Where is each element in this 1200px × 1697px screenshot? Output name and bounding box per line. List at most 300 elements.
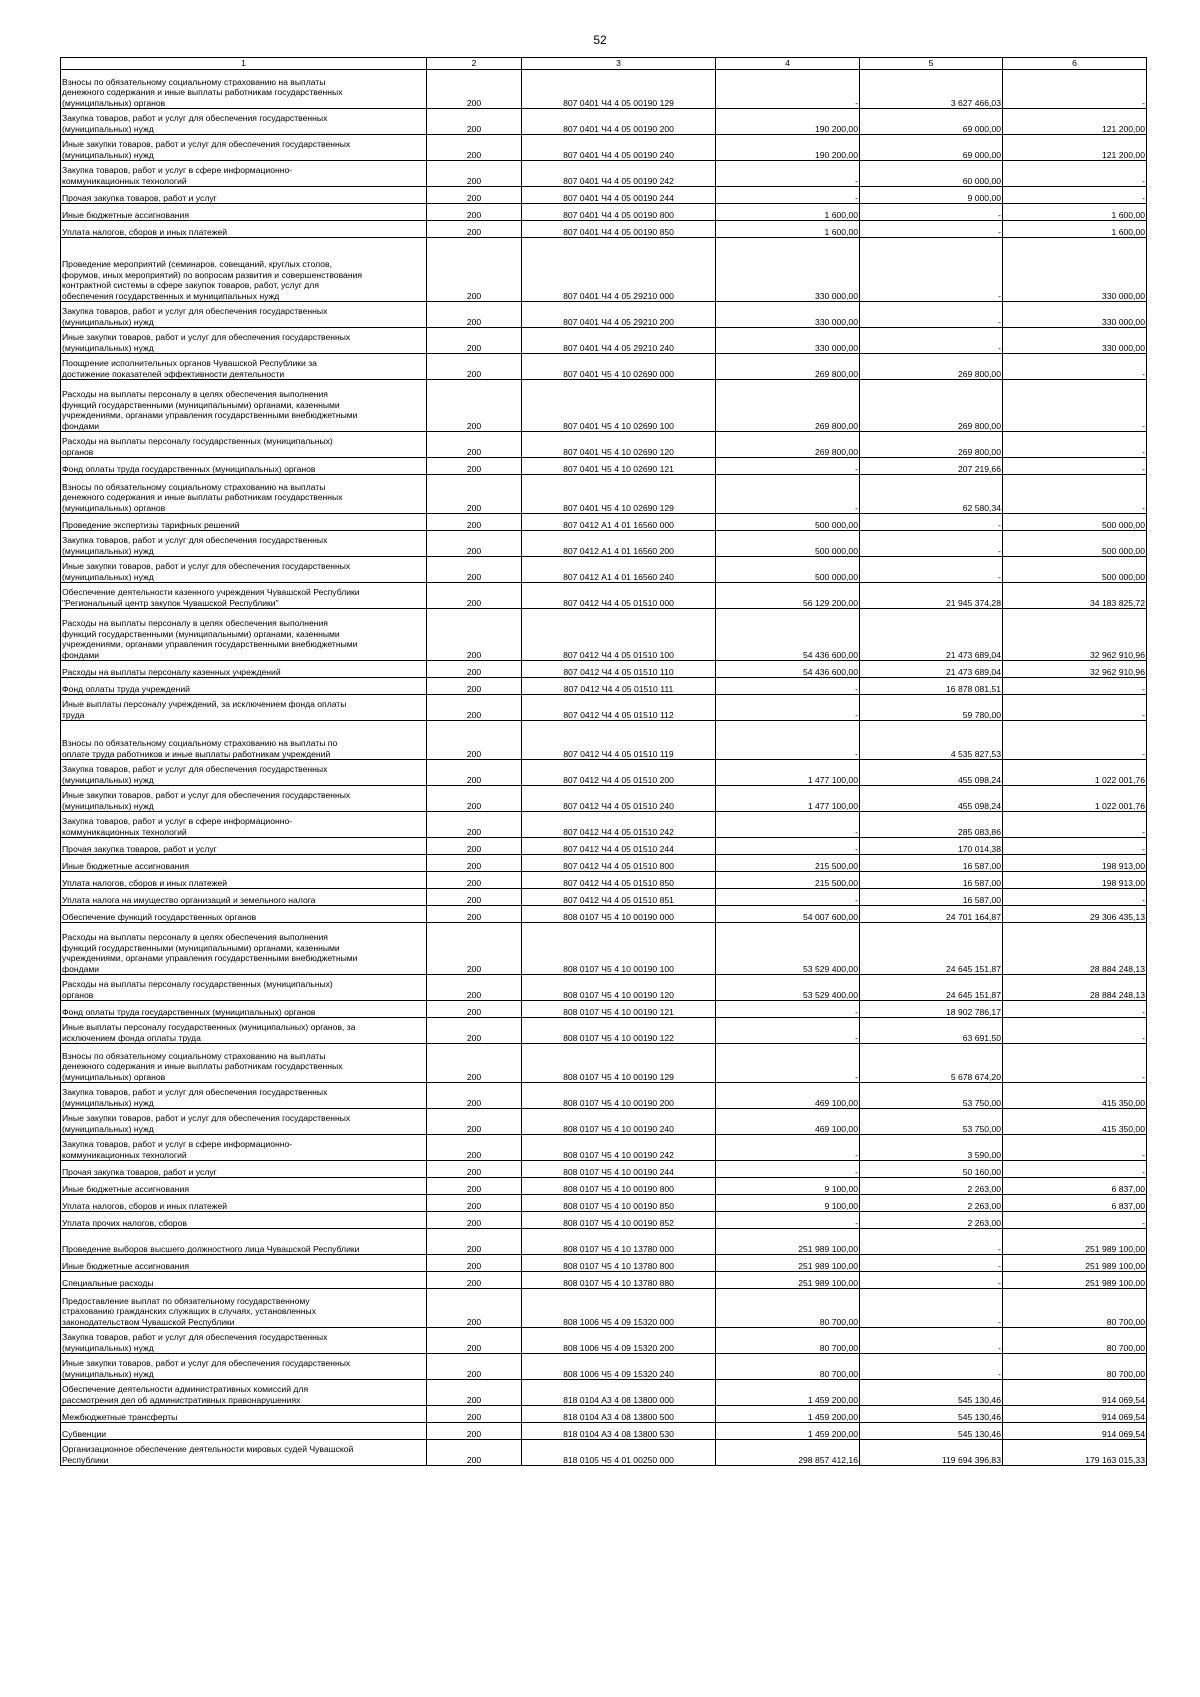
row-code: 200 [427,1161,522,1178]
row-classification-code: 807 0401 Ч4 4 05 00190 129 [522,70,716,109]
table-row [61,380,1147,432]
row-value-col4: - [716,695,860,721]
row-value-col6: 1 600,00 [1003,221,1147,238]
row-classification-code: 807 0401 Ч4 4 05 00190 244 [522,187,716,204]
row-name: Расходы на выплаты персоналу в целях обеспечения выполнения функций государственными (муниципальными) органами, казенными учреждениями, органами управления государственными внебюджетными фондами [61,923,427,975]
row-classification-code: 818 0104 А3 4 08 13800 500 [522,1406,716,1423]
row-code: 200 [427,432,522,458]
row-name: Взносы по обязательному социальному страхованию на выплаты денежного содержания и иные выплаты работникам государственных (муниципальных) органов [61,70,427,109]
row-value-col6: - [1003,721,1147,760]
row-value-col5: 119 694 396,83 [860,1440,1003,1466]
column-header: 2 [427,58,522,70]
row-code: 200 [427,1289,522,1328]
row-classification-code: 808 0107 Ч5 4 10 13780 000 [522,1229,716,1255]
row-value-col6: 914 069,54 [1003,1380,1147,1406]
row-value-col6: 29 306 435,13 [1003,906,1147,923]
row-code: 200 [427,889,522,906]
row-value-col5: 5 678 674,20 [860,1044,1003,1083]
row-code: 200 [427,109,522,135]
table-body [61,70,1147,1466]
row-classification-code: 808 1006 Ч5 4 09 15320 200 [522,1328,716,1354]
table-row [61,1380,1147,1406]
row-code: 200 [427,70,522,109]
row-value-col4: - [716,1044,860,1083]
row-name: Обеспечение деятельности казенного учреждения Чувашской Республики "Региональный центр закупок Чувашской Республики" [61,583,427,609]
row-value-col5: 16 587,00 [860,855,1003,872]
row-value-col4: 56 129 200,00 [716,583,860,609]
row-code: 200 [427,1440,522,1466]
row-name: Иные бюджетные ассигнования [61,204,427,221]
column-header: 3 [522,58,716,70]
row-code: 200 [427,204,522,221]
row-name: Уплата налогов, сборов и иных платежей [61,221,427,238]
table-row [61,906,1147,923]
row-classification-code: 807 0412 Ч4 4 05 01510 000 [522,583,716,609]
row-value-col6: 500 000,00 [1003,514,1147,531]
row-value-col4: 53 529 400,00 [716,975,860,1001]
row-name: Фонд оплаты труда государственных (муниципальных) органов [61,1001,427,1018]
row-value-col6: 198 913,00 [1003,855,1147,872]
row-name: Фонд оплаты труда учреждений [61,678,427,695]
row-value-col6: 1 022 001,76 [1003,786,1147,812]
row-classification-code: 807 0401 Ч4 4 05 00190 850 [522,221,716,238]
row-value-col6: 415 350,00 [1003,1109,1147,1135]
row-name: Закупка товаров, работ и услуг для обеспечения государственных (муниципальных) нужд [61,302,427,328]
row-value-col6: - [1003,458,1147,475]
row-value-col4: 9 100,00 [716,1195,860,1212]
row-name: Уплата налога на имущество организаций и земельного налога [61,889,427,906]
row-value-col5: - [860,514,1003,531]
row-name: Закупка товаров, работ и услуг для обеспечения государственных (муниципальных) нужд [61,1083,427,1109]
table-row [61,1229,1147,1255]
row-code: 200 [427,760,522,786]
table-row [61,1440,1147,1466]
row-value-col5: 50 160,00 [860,1161,1003,1178]
row-classification-code: 808 1006 Ч5 4 09 15320 240 [522,1354,716,1380]
row-value-col4: 251 989 100,00 [716,1255,860,1272]
row-value-col4: - [716,812,860,838]
row-value-col6: 914 069,54 [1003,1406,1147,1423]
row-value-col5: 63 691,50 [860,1018,1003,1044]
row-name: Иные закупки товаров, работ и услуг для обеспечения государственных (муниципальных) нужд [61,557,427,583]
row-value-col5: 69 000,00 [860,135,1003,161]
row-value-col6: - [1003,812,1147,838]
row-value-col4: 1 477 100,00 [716,786,860,812]
row-code: 200 [427,187,522,204]
row-code: 200 [427,1109,522,1135]
row-value-col6: - [1003,1135,1147,1161]
row-value-col5: 16 587,00 [860,889,1003,906]
row-value-col4: - [716,889,860,906]
row-code: 200 [427,238,522,302]
table-row [61,661,1147,678]
row-value-col6: 80 700,00 [1003,1289,1147,1328]
table-row [61,458,1147,475]
row-name: Предоставление выплат по обязательному государственному страхованию гражданских служащих в случаях, установленных законодательством Чувашской Республики [61,1289,427,1328]
row-classification-code: 808 0107 Ч5 4 10 00190 129 [522,1044,716,1083]
row-value-col5: 285 083,86 [860,812,1003,838]
row-code: 200 [427,872,522,889]
row-value-col5: 60 000,00 [860,161,1003,187]
row-classification-code: 808 0107 Ч5 4 10 00190 121 [522,1001,716,1018]
row-code: 200 [427,855,522,872]
table-row [61,1212,1147,1229]
row-code: 200 [427,1135,522,1161]
row-value-col6: 1 600,00 [1003,204,1147,221]
table-row [61,1328,1147,1354]
table-row [61,1195,1147,1212]
row-value-col4: - [716,1135,860,1161]
row-classification-code: 808 0107 Ч5 4 10 00190 000 [522,906,716,923]
table-row [61,1406,1147,1423]
row-classification-code: 807 0401 Ч4 4 05 00190 800 [522,204,716,221]
row-value-col6: 330 000,00 [1003,238,1147,302]
row-value-col4: 251 989 100,00 [716,1272,860,1289]
row-code: 200 [427,161,522,187]
row-classification-code: 818 0105 Ч5 4 01 00250 000 [522,1440,716,1466]
row-value-col4: - [716,1212,860,1229]
row-value-col4: 469 100,00 [716,1109,860,1135]
row-name: Закупка товаров, работ и услуг в сфере информационно- коммуникационных технологий [61,161,427,187]
row-value-col6: 198 913,00 [1003,872,1147,889]
table-row [61,923,1147,975]
table-row [61,838,1147,855]
row-value-col4: 330 000,00 [716,238,860,302]
row-classification-code: 807 0401 Ч5 4 10 02690 000 [522,354,716,380]
row-value-col6: - [1003,354,1147,380]
row-name: Иные закупки товаров, работ и услуг для обеспечения государственных (муниципальных) нужд [61,786,427,812]
table-row [61,1044,1147,1083]
row-value-col5: - [860,204,1003,221]
row-classification-code: 807 0401 Ч5 4 10 02690 129 [522,475,716,514]
column-header: 6 [1003,58,1147,70]
row-value-col5: 2 263,00 [860,1195,1003,1212]
row-value-col5: 21 945 374,28 [860,583,1003,609]
row-value-col6: - [1003,187,1147,204]
row-code: 200 [427,1001,522,1018]
row-value-col4: 1 459 200,00 [716,1406,860,1423]
row-code: 200 [427,328,522,354]
row-value-col6: 121 200,00 [1003,109,1147,135]
row-value-col4: 500 000,00 [716,557,860,583]
row-name: Взносы по обязательному социальному страхованию на выплаты денежного содержания и иные выплаты работникам государственных (муниципальных) органов [61,1044,427,1083]
table-row [61,187,1147,204]
row-name: Расходы на выплаты персоналу государственных (муниципальных) органов [61,975,427,1001]
row-value-col4: 500 000,00 [716,514,860,531]
row-code: 200 [427,1195,522,1212]
row-value-col4: 269 800,00 [716,432,860,458]
row-code: 200 [427,302,522,328]
row-value-col6: 500 000,00 [1003,557,1147,583]
row-value-col4: - [716,1001,860,1018]
row-classification-code: 818 0104 А3 4 08 13800 000 [522,1380,716,1406]
row-code: 200 [427,514,522,531]
row-value-col4: - [716,721,860,760]
row-value-col6: - [1003,695,1147,721]
row-code: 200 [427,1354,522,1380]
row-value-col5: 9 000,00 [860,187,1003,204]
row-code: 200 [427,1380,522,1406]
row-name: Обеспечение функций государственных органов [61,906,427,923]
row-code: 200 [427,923,522,975]
row-value-col5: 24 701 164,87 [860,906,1003,923]
row-value-col5: 2 263,00 [860,1178,1003,1195]
row-name: Субвенции [61,1423,427,1440]
row-value-col5: - [860,531,1003,557]
row-classification-code: 808 1006 Ч5 4 09 15320 000 [522,1289,716,1328]
row-code: 200 [427,221,522,238]
row-name: Фонд оплаты труда государственных (муниципальных) органов [61,458,427,475]
row-code: 200 [427,1044,522,1083]
row-classification-code: 807 0412 Ч4 4 05 01510 240 [522,786,716,812]
table-row [61,1423,1147,1440]
row-name: Поощрение исполнительных органов Чувашской Республики за достижение показателей эффективности деятельности [61,354,427,380]
row-value-col6: 415 350,00 [1003,1083,1147,1109]
row-value-col4: - [716,1018,860,1044]
table-row [61,1018,1147,1044]
row-value-col6: - [1003,1044,1147,1083]
table-row [61,161,1147,187]
row-value-col5: - [860,1255,1003,1272]
row-value-col6: 6 837,00 [1003,1195,1147,1212]
row-classification-code: 807 0412 Ч4 4 05 01510 111 [522,678,716,695]
table-row [61,1289,1147,1328]
row-name: Прочая закупка товаров, работ и услуг [61,1161,427,1178]
row-classification-code: 808 0107 Ч5 4 10 00190 120 [522,975,716,1001]
row-name: Расходы на выплаты персоналу в целях обеспечения выполнения функций государственными (муниципальными) органами, казенными учреждениями, органами управления государственными внебюджетными фондами [61,380,427,432]
row-classification-code: 808 0107 Ч5 4 10 00190 242 [522,1135,716,1161]
row-value-col6: 80 700,00 [1003,1328,1147,1354]
table-row [61,1272,1147,1289]
row-name: Проведение экспертизы тарифных решений [61,514,427,531]
table-row [61,1161,1147,1178]
row-code: 200 [427,1178,522,1195]
budget-table [60,57,1147,1466]
row-value-col5: - [860,328,1003,354]
table-row [61,1109,1147,1135]
row-value-col5: 2 263,00 [860,1212,1003,1229]
row-value-col5: 269 800,00 [860,432,1003,458]
row-classification-code: 807 0401 Ч4 4 05 29210 000 [522,238,716,302]
row-code: 200 [427,475,522,514]
row-value-col4: 330 000,00 [716,302,860,328]
row-name: Уплата налогов, сборов и иных платежей [61,872,427,889]
row-code: 200 [427,1272,522,1289]
row-name: Расходы на выплаты персоналу в целях обеспечения выполнения функций государственными (муниципальными) органами, казенными учреждениями, органами управления государственными внебюджетными фондами [61,609,427,661]
row-classification-code: 807 0412 Ч4 4 05 01510 119 [522,721,716,760]
row-value-col6: - [1003,475,1147,514]
row-value-col5: 4 535 827,53 [860,721,1003,760]
row-name: Проведение выборов высшего должностного лица Чувашской Республики [61,1229,427,1255]
table-row [61,889,1147,906]
row-value-col4: 1 477 100,00 [716,760,860,786]
table-row [61,812,1147,838]
table-row [61,678,1147,695]
row-classification-code: 808 0107 Ч5 4 10 13780 880 [522,1272,716,1289]
row-classification-code: 807 0412 Ч4 4 05 01510 851 [522,889,716,906]
table-row [61,204,1147,221]
row-value-col5: 545 130,46 [860,1406,1003,1423]
row-code: 200 [427,380,522,432]
row-value-col4: 269 800,00 [716,380,860,432]
row-value-col6: 121 200,00 [1003,135,1147,161]
row-name: Иные закупки товаров, работ и услуг для обеспечения государственных (муниципальных) нужд [61,1109,427,1135]
table-row [61,872,1147,889]
table-row [61,328,1147,354]
row-name: Закупка товаров, работ и услуг для обеспечения государственных (муниципальных) нужд [61,109,427,135]
table-row [61,135,1147,161]
row-code: 200 [427,1406,522,1423]
row-classification-code: 807 0401 Ч4 4 05 29210 200 [522,302,716,328]
table-row [61,1001,1147,1018]
row-value-col6: - [1003,889,1147,906]
table-row [61,238,1147,302]
table-row [61,432,1147,458]
row-code: 200 [427,906,522,923]
row-value-col5: 62 580,34 [860,475,1003,514]
row-value-col4: 330 000,00 [716,328,860,354]
row-classification-code: 807 0401 Ч4 4 05 00190 240 [522,135,716,161]
table-row [61,786,1147,812]
row-classification-code: 808 0107 Ч5 4 10 13780 800 [522,1255,716,1272]
row-value-col5: 16 878 081,51 [860,678,1003,695]
row-name: Иные закупки товаров, работ и услуг для обеспечения государственных (муниципальных) нужд [61,328,427,354]
row-classification-code: 808 0107 Ч5 4 10 00190 850 [522,1195,716,1212]
row-value-col4: 54 436 600,00 [716,609,860,661]
row-classification-code: 807 0412 А1 4 01 16560 200 [522,531,716,557]
row-classification-code: 807 0401 Ч4 4 05 00190 242 [522,161,716,187]
row-value-col4: 80 700,00 [716,1354,860,1380]
row-value-col5: 24 645 151,87 [860,975,1003,1001]
row-code: 200 [427,354,522,380]
row-name: Иные бюджетные ассигнования [61,1255,427,1272]
row-value-col5: 3 627 466,03 [860,70,1003,109]
row-value-col5: 24 645 151,87 [860,923,1003,975]
row-value-col5: - [860,221,1003,238]
row-code: 200 [427,786,522,812]
row-value-col5: 21 473 689,04 [860,661,1003,678]
row-code: 200 [427,458,522,475]
table-row [61,557,1147,583]
row-classification-code: 807 0412 Ч4 4 05 01510 244 [522,838,716,855]
row-value-col5: 170 014,38 [860,838,1003,855]
table-row [61,760,1147,786]
row-value-col6: - [1003,1212,1147,1229]
row-value-col5: 59 780,00 [860,695,1003,721]
row-value-col4: 80 700,00 [716,1328,860,1354]
row-value-col4: 53 529 400,00 [716,923,860,975]
table-row [61,109,1147,135]
table-row [61,609,1147,661]
row-value-col5: - [860,1354,1003,1380]
row-name: Специальные расходы [61,1272,427,1289]
row-value-col4: 190 200,00 [716,135,860,161]
row-value-col4: 9 100,00 [716,1178,860,1195]
table-row [61,975,1147,1001]
row-value-col5: 269 800,00 [860,354,1003,380]
row-name: Иные бюджетные ассигнования [61,855,427,872]
row-value-col6: - [1003,380,1147,432]
row-value-col4: - [716,838,860,855]
table-row [61,695,1147,721]
row-name: Организационное обеспечение деятельности мировых судей Чувашской Республики [61,1440,427,1466]
row-value-col5: 69 000,00 [860,109,1003,135]
row-name: Прочая закупка товаров, работ и услуг [61,838,427,855]
row-value-col6: 179 163 015,33 [1003,1440,1147,1466]
row-name: Иные выплаты персоналу учреждений, за исключением фонда оплаты труда [61,695,427,721]
row-value-col6: 34 183 825,72 [1003,583,1147,609]
row-name: Иные закупки товаров, работ и услуг для обеспечения государственных (муниципальных) нужд [61,135,427,161]
row-classification-code: 808 0107 Ч5 4 10 00190 200 [522,1083,716,1109]
row-value-col6: 32 962 910,96 [1003,609,1147,661]
row-value-col5: - [860,557,1003,583]
row-value-col5: - [860,1229,1003,1255]
row-value-col4: 469 100,00 [716,1083,860,1109]
row-value-col6: - [1003,678,1147,695]
row-classification-code: 807 0401 Ч5 4 10 02690 120 [522,432,716,458]
row-value-col6: 1 022 001,76 [1003,760,1147,786]
row-code: 200 [427,661,522,678]
row-code: 200 [427,1255,522,1272]
page-number: 52 [593,33,607,47]
row-value-col6: - [1003,1001,1147,1018]
column-header: 5 [860,58,1003,70]
row-classification-code: 807 0412 Ч4 4 05 01510 112 [522,695,716,721]
row-value-col4: 215 500,00 [716,872,860,889]
row-value-col4: - [716,1161,860,1178]
table-row [61,721,1147,760]
row-value-col6: 500 000,00 [1003,531,1147,557]
row-code: 200 [427,975,522,1001]
row-name: Проведение мероприятий (семинаров, совещаний, круглых столов, форумов, иных мероприятий) по вопросам развития и совершенствования контрактной системы в сфере закупок товаров, работ, услуг для обеспечения государственных и муниципальных нужд [61,238,427,302]
row-value-col4: 215 500,00 [716,855,860,872]
row-classification-code: 807 0412 Ч4 4 05 01510 800 [522,855,716,872]
row-value-col4: 1 459 200,00 [716,1380,860,1406]
row-name: Иные закупки товаров, работ и услуг для обеспечения государственных (муниципальных) нужд [61,1354,427,1380]
row-value-col5: - [860,302,1003,328]
column-header: 1 [61,58,427,70]
row-name: Взносы по обязательному социальному страхованию на выплаты денежного содержания и иные выплаты работникам государственных (муниципальных) органов [61,475,427,514]
row-name: Взносы по обязательному социальному страхованию на выплаты по оплате труда работников и иные выплаты работникам учреждений [61,721,427,760]
row-name: Закупка товаров, работ и услуг для обеспечения государственных (муниципальных) нужд [61,531,427,557]
row-value-col4: 1 600,00 [716,204,860,221]
row-value-col6: - [1003,838,1147,855]
row-code: 200 [427,557,522,583]
row-code: 200 [427,721,522,760]
row-value-col6: - [1003,161,1147,187]
row-classification-code: 807 0412 Ч4 4 05 01510 850 [522,872,716,889]
row-value-col4: 80 700,00 [716,1289,860,1328]
row-value-col5: 16 587,00 [860,872,1003,889]
row-value-col6: 251 989 100,00 [1003,1255,1147,1272]
row-value-col4: 269 800,00 [716,354,860,380]
row-value-col4: - [716,475,860,514]
row-value-col5: 455 098,24 [860,786,1003,812]
table-row [61,1354,1147,1380]
row-value-col5: - [860,1272,1003,1289]
row-value-col5: 3 590,00 [860,1135,1003,1161]
table-row [61,1255,1147,1272]
row-value-col5: 545 130,46 [860,1423,1003,1440]
row-value-col5: - [860,1289,1003,1328]
row-value-col4: 1 600,00 [716,221,860,238]
row-value-col4: 54 007 600,00 [716,906,860,923]
row-value-col4: - [716,458,860,475]
row-value-col6: 28 884 248,13 [1003,975,1147,1001]
row-value-col4: - [716,161,860,187]
row-code: 200 [427,135,522,161]
row-code: 200 [427,531,522,557]
